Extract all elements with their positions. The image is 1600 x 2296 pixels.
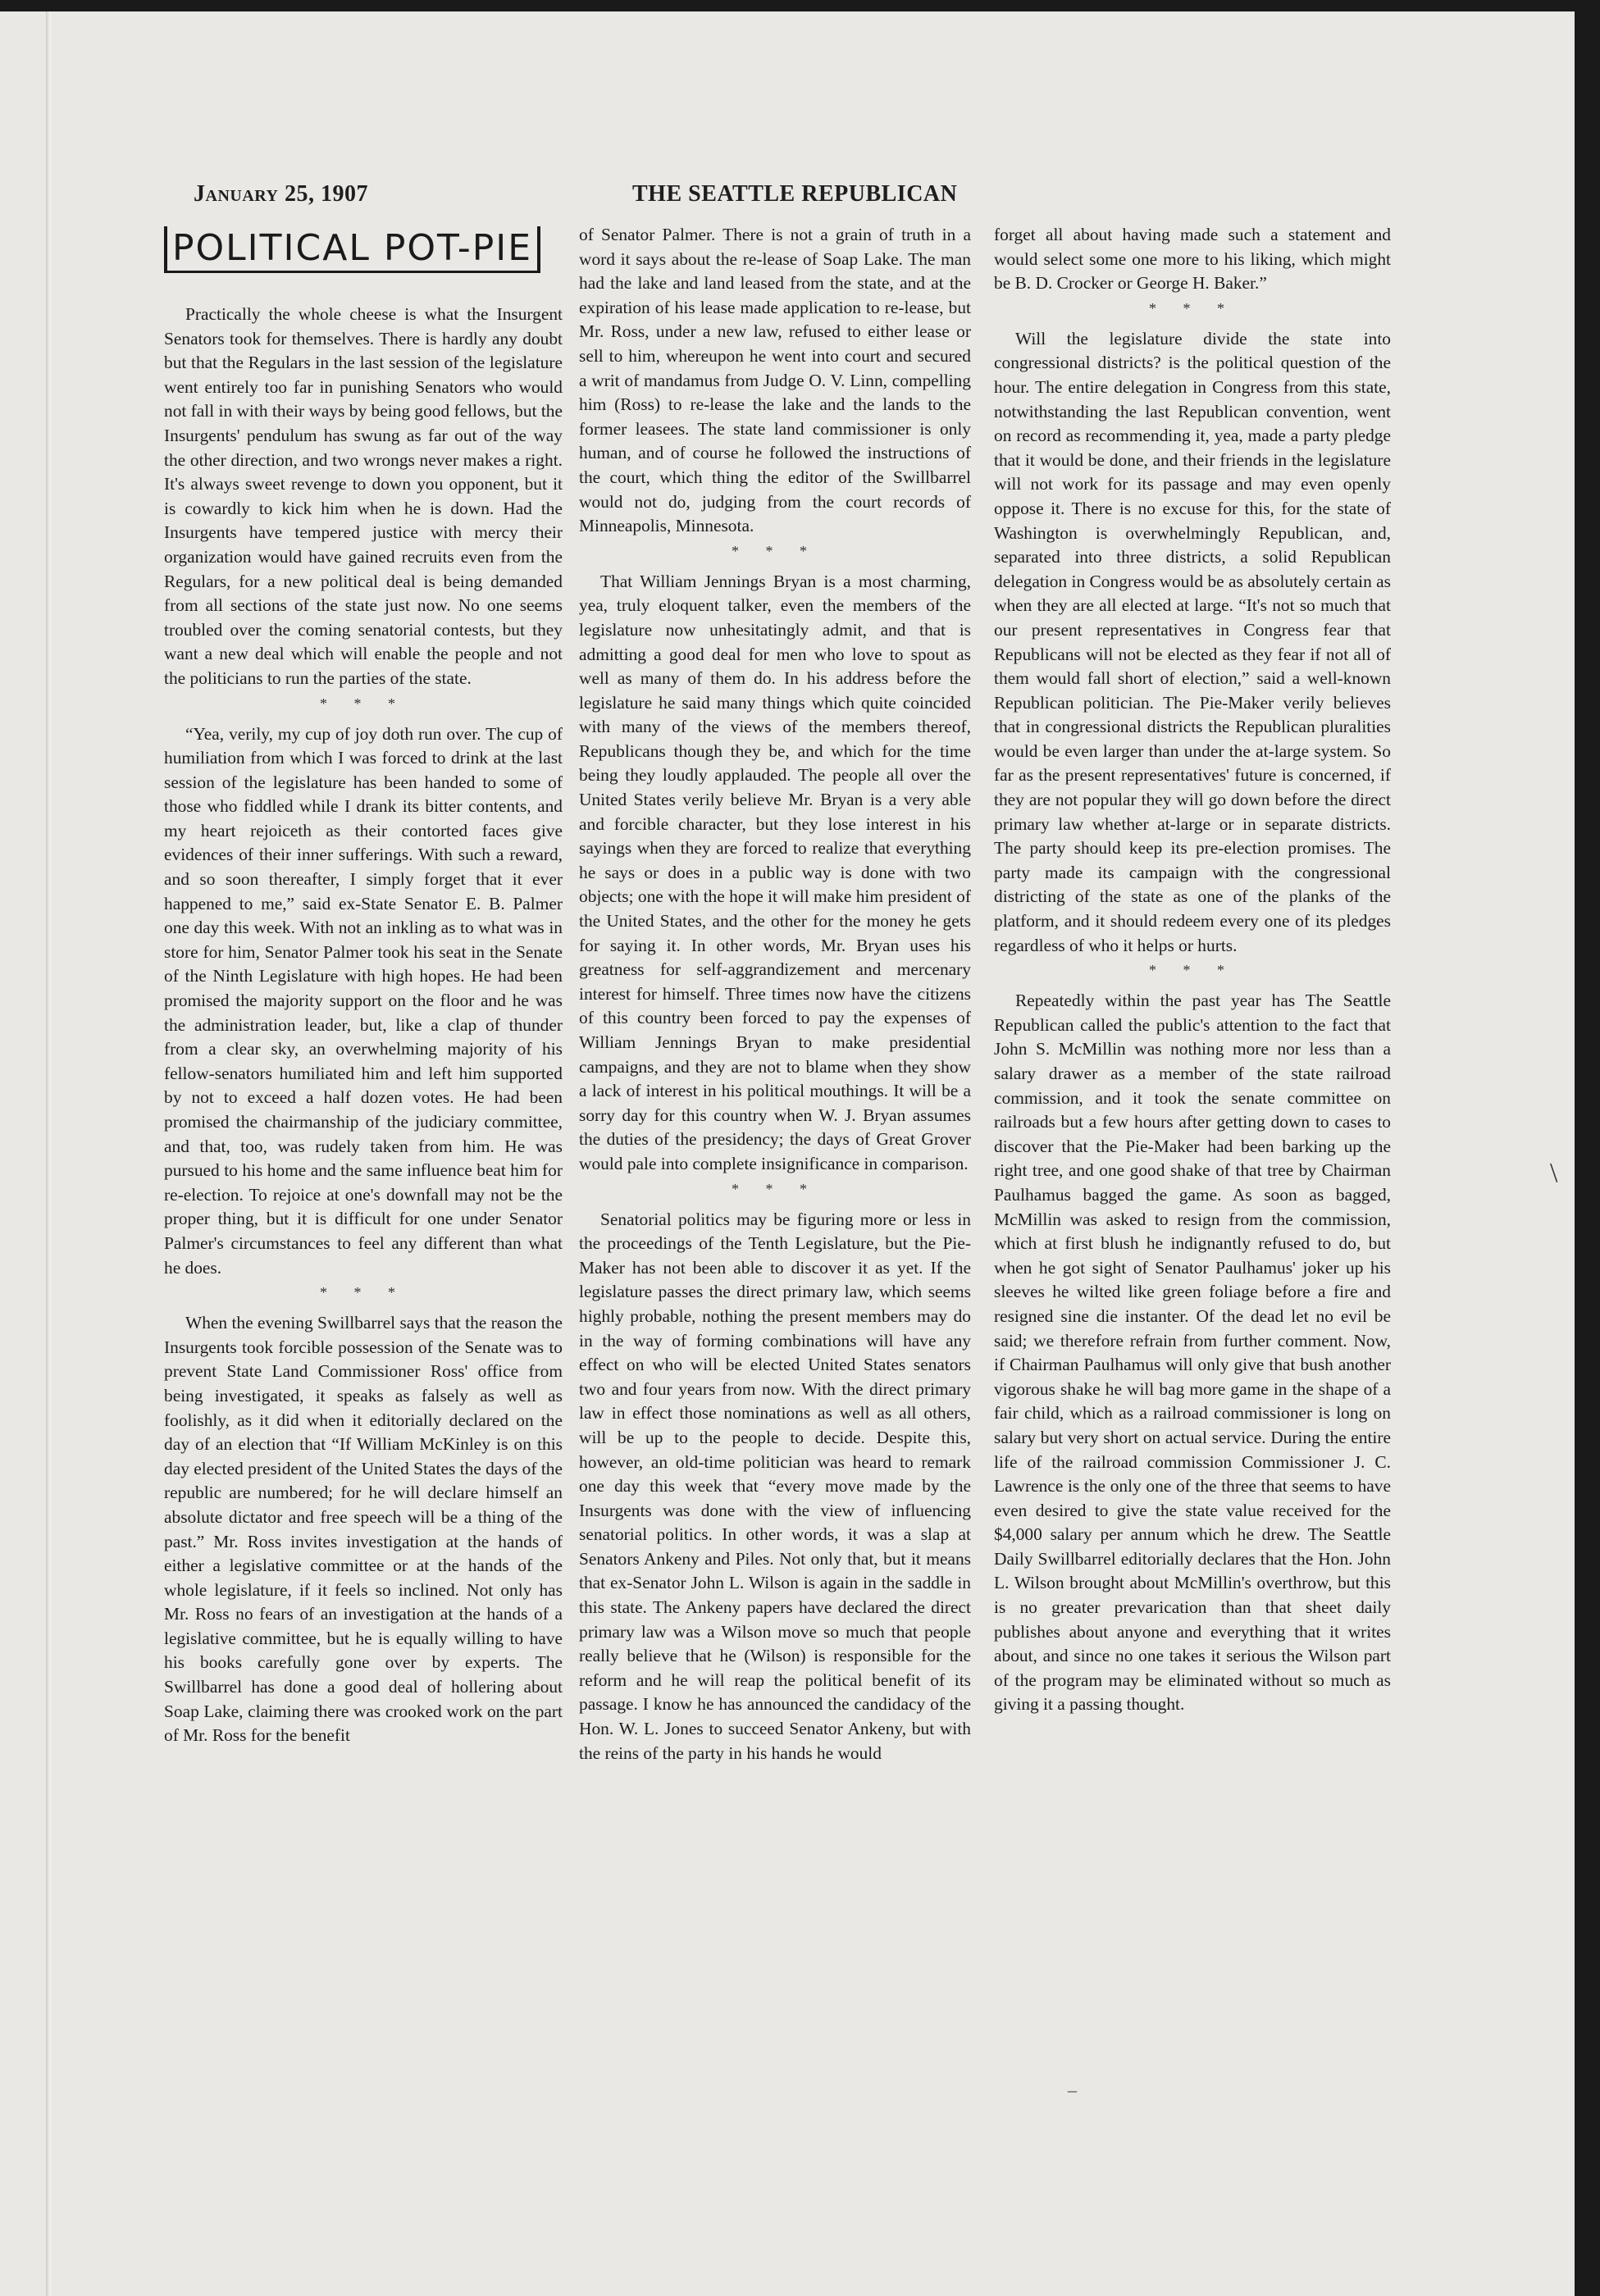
- margin-mark: \: [1550, 1158, 1558, 1188]
- article-paragraph: Practically the whole cheese is what the Insurgent Senators took for themselves. There is hardly any doubt but that the Regulars in the last session of the legislature went entirely too far in punishing Senators who would not fall in with their ways by being good fellows, but the Insurgents' pendulum has swung as far out of the way the other direction, and two wrongs never makes a right. It's always sweet revenge to down you opponent, but it is cowardly to kick him when he is down. Had the Insurgents have tempered justice with mercy their organization would have gained recruits even from the Regulars, for a new political deal is being demanded from all sections of the state just now. No one seems troubled over the coming senatorial contests, but they want a new deal which will enable the people and not the politicians to run the parties of the state.: [164, 304, 563, 688]
- article-paragraph: When the evening Swillbarrel says that the reason the Insurgents took forcible possession of the Senate was to prevent State Land Commissioner Ross' office from being investigated, it speaks as falsely as well as foolishly, as it did when it editorially declared on the day of an election that “If William McKinley is on this day elected president of the United States the days of the republic are numbered; for he will declare himself an absolute dictator and free speech will be a thing of the past.” Mr. Ross invites investigation at the hands of either a legislative committee or at the hands of the whole legislature, if it feels so inclined. Not only has Mr. Ross no fears of an investigation at the hands of a legislative committee, but he is equally willing to have his books carefully gone over by experts. The Swillbarrel has done a good deal of hollering about Soap Lake, claiming there was crooked work on the part of Mr. Ross for the benefit: [164, 1313, 563, 1746]
- article-paragraph: Will the legislature divide the state into congressional districts? is the political question of the hour. The entire delegation in Congress from this state, notwithstanding the last Republican convention, went on record as recommending it, yea, made a party pledge that it would be done, and their friends in the legislature will not work for its passage and may even openly oppose it. There is no excuse for this, for the state of Washington is overwhelmingly Republican, and, separated into three districts, a solid Republican delegation in Congress would be as absolutely certain as when they are all elected at large. “It's not so much that our present representatives in Congress fear that Republicans will not be elected as they fear if not all of them would fall short of election,” said a well-known Republican politician. The Pie-Maker verily believes that in congressional districts the Republican pluralities would be even larger than under the at-large system. So far as the present representatives' future is concerned, if they are not popular they will go down before the direct primary law whether at-large or in separate districts. The party should keep its pre-election promises. The party made its campaign with the congressional districting of the state as one of the planks of the platform, and it should redeem every one of its pledges regardless of who it helps or hurts.: [994, 328, 1391, 955]
- publication-name: THE SEATTLE REPUBLICAN: [632, 181, 958, 207]
- separator-stars: * * *: [1149, 299, 1236, 317]
- article-paragraph: forget all about having made such a statement and would select some one more to his liking, which might be B. D. Crocker or George H. Baker.”: [994, 225, 1391, 294]
- article-paragraph: Repeatedly within the past year has The Seattle Republican called the public's attention to the fact that John S. McMillin was nothing more nor less than a salary drawer as a member of the state railroad commission, and it took the senate committee on railroads but a few hours after getting down to cases to discover that the Pie-Maker had been barking up the right tree, and one good shake of that tree by Chairman Paulhamus bagged the game. As soon as bagged, McMillin was asked to resign from the commission, which at first blush he indignantly refused to do, but when he got sight of Senator Paulhamus' joker up his sleeves he wilted like green foliage before a fire and resigned sine die instanter. Of the dead let no evil be said; we therefore refrain from further comment. Now, if Chairman Paulhamus will only give that bush another vigorous shake he will bag more game in the shape of a fair child, which as a railroad commissioner is long on salary but very short on actual service. During the entire life of the railroad commission Commissioner J. C. Lawrence is the only one of the three that seems to have even desired to give the state value received for the $4,000 salary per annum which he drew. The Seattle Daily Swillbarrel editorially declares that the Hon. John L. Wilson brought about McMillin's overthrow, but this is no greater prevarication than that sheet daily publishes about anyone and everything that it writes about, and since no one takes it serious the Wilson part of the program may be eliminated without so much as giving it a passing thought.: [994, 991, 1391, 1715]
- page-header: [194, 181, 1407, 214]
- article-paragraph: That William Jennings Bryan is a most charming, yea, truly eloquent talker, even the members of the legislature now unhesitatingly admit, and that is admitting a good deal for men who love to spout as well as many of them do. In his address before the legislature he said many things which quite coincided with many of the views of the members thereof, Republicans though they be, and which for the time being they loudly applauded. The people all over the United States verily believe Mr. Bryan is a very able and forcible character, but they lose interest in his sayings when they are forced to realize that everything he says or does in a public way is done with two objects; one with the hope it will make him president of the United States, and the other for the money he gets for saying it. In other words, Mr. Bryan uses his greatness for self-aggrandizement and mercenary interest for himself. Three times now have the citizens of this country been forced to pay the expenses of William Jennings Bryan to make presidential campaigns, and they are not to blame when they show a lack of interest in his political mouthings. It will be a sorry day for this country when W. J. Bryan assumes the duties of the presidency; the days of Great Grover would pale into complete insignificance in comparison.: [579, 571, 971, 1173]
- separator-stars: * * *: [1149, 962, 1236, 979]
- article-paragraph: Senatorial politics may be figuring more or less in the proceedings of the Tenth Legislature, but the Pie-Maker has not been able to discover it as yet. If the legislature passes the direct primary law, which seems highly probable, nothing the present members may do in the way of forming combinations will have any effect on who will be elected United States senators two and four years from now. With the direct primary law in effect those nominations as well as all others, will be up to the people to decide. Despite this, however, an old-time politician was heard to remark one day this week that “every move made by the Insurgents was done with the view of influencing senatorial politics. In other words, it was a slap at Senators Ankeny and Piles. Not only that, but it means that ex-Senator John L. Wilson is again in the saddle in this state. The Ankeny papers have declared the direct primary law was a Wilson move so much that people really believe that he (Wilson) is responsible for the reform and he will reap the political benefit of its passage. I know he has announced the candidacy of the Hon. W. L. Jones to succeed Senator Ankeny, but with the reins of the party in his hands he would: [579, 1209, 971, 1763]
- article-paragraph: “Yea, verily, my cup of joy doth run over. The cup of humiliation from which I was forced to drink at the last session of the legislature has been handed to some of those who fiddled while I drank its bitter contents, and my heart rejoiceth as their contorted faces give evidences of their inner sufferings. With such a reward, and so soon thereafter, I simply forget that it ever happened to me,” said ex-State Senator E. B. Palmer one day this week. With not an inkling as to what was in store for him, Senator Palmer took his seat in the Senate of the Ninth Legislature with high hopes. He had been promised the majority support on the floor and he was the administration leader, but, like a clap of thunder from a clear sky, an overwhelming majority of his fellow-senators humiliated him and left him supported by not to exceed a half dozen votes. He had been promised the chairmanship of the judiciary committee, and that, too, was rudely taken from him. He was pursued to his home and the same influence beat him for re-election. To rejoice at one's downfall may not be the proper thing, but it is difficult for one under Senator Palmer's circumstances to feel any different than what he does.: [164, 723, 563, 1278]
- column-3: [994, 223, 1391, 1717]
- section-title: POLITICAL POT-PIE: [164, 226, 540, 273]
- binding-edge: [46, 11, 52, 2296]
- separator-stars: * * *: [732, 542, 818, 559]
- separator-stars: * * *: [320, 1284, 407, 1301]
- column-2: [579, 223, 971, 1765]
- separator-stars: * * *: [732, 1180, 818, 1197]
- newspaper-page: [0, 11, 1575, 2296]
- article-paragraph: of Senator Palmer. There is not a grain of truth in a word it says about the re-lease of Soap Lake. The man had the lake and land leased from the state, and at the expiration of his lease made application to re-lease, but Mr. Ross, under a new law, refused to either lease or sell to him, whereupon he went into court and secured a writ of mandamus from Judge O. V. Linn, compelling him (Ross) to re-lease the lake and the lands to the former leasees. The state land commissioner is only human, and of course he followed the instructions of the court, which thing the editor of the Swillbarrel would not do, judging from the court records of Minneapolis, Minnesota.: [579, 225, 971, 536]
- separator-stars: * * *: [320, 695, 407, 712]
- issue-date: January 25, 1907: [194, 181, 368, 207]
- page-dash: –: [1068, 2080, 1077, 2100]
- column-1: [164, 223, 563, 1748]
